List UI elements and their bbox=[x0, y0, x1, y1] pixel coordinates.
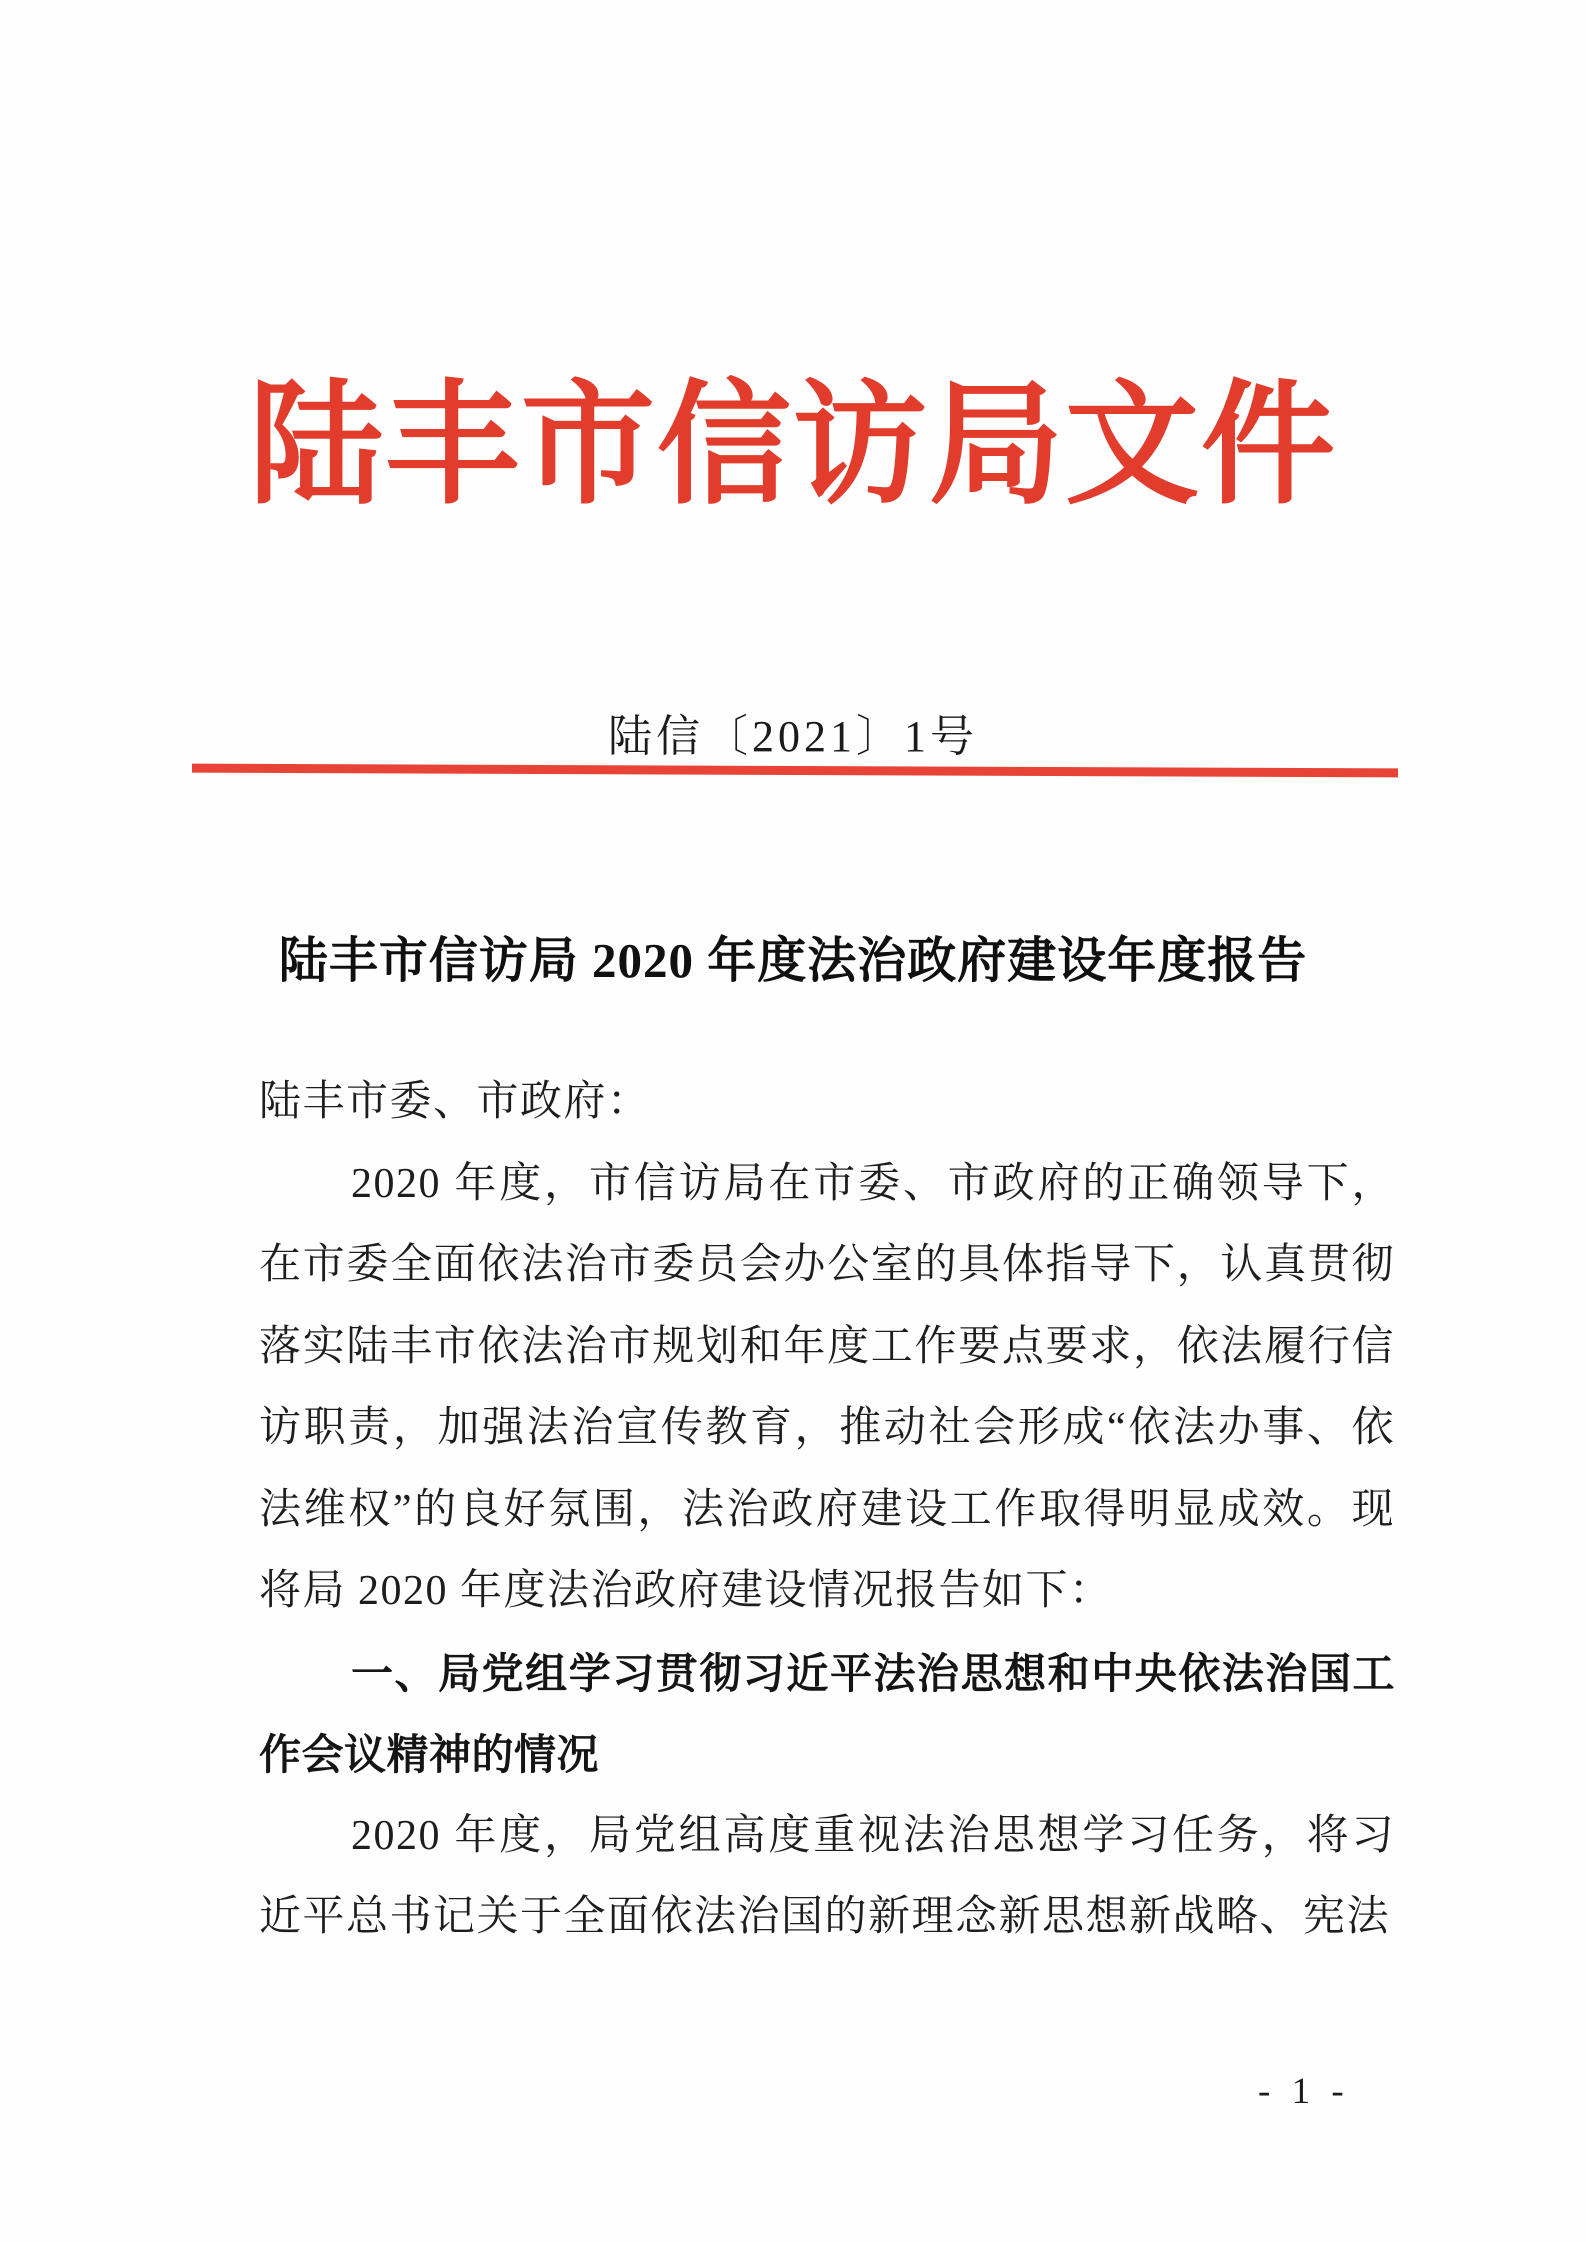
page-number: - 1 - bbox=[1258, 2071, 1350, 2112]
salutation: 陆丰市委、市政府： bbox=[259, 1079, 651, 1125]
section-heading: 一、局党组学习贯彻习近平法治思想和中央依法治国工作会议精神的情况 bbox=[259, 1649, 1395, 1778]
paragraph: 2020 年度，市信访局在市委、市政府的正确领导下，在市委全面依法治市委员会办公室的具体指导下，认真贯彻落实陆丰市依法治市规划和年度工作要点要求，依法履行信访职责，加强法治宣传教育，推动社会形成“依法办事、依法维权”的良好氛围，法治政府建设工作取得明显成效。现将局 2020 年度法治政府建设情况报告如下： bbox=[259, 1160, 1395, 1614]
red-separator-rule bbox=[192, 764, 1398, 778]
document-reference-number: 陆信〔2021〕1号 bbox=[608, 712, 978, 761]
document-body bbox=[259, 1062, 1395, 1959]
document-title: 陆丰市信访局 2020 年度法治政府建设年度报告 bbox=[278, 933, 1308, 988]
agency-banner-title: 陆丰市信访局文件 bbox=[248, 372, 1337, 520]
paragraph: 2020 年度，局党组高度重视法治思想学习任务，将习近平总书记关于全面依法治国的新理念新思想新战略、宪法 bbox=[259, 1812, 1395, 1940]
